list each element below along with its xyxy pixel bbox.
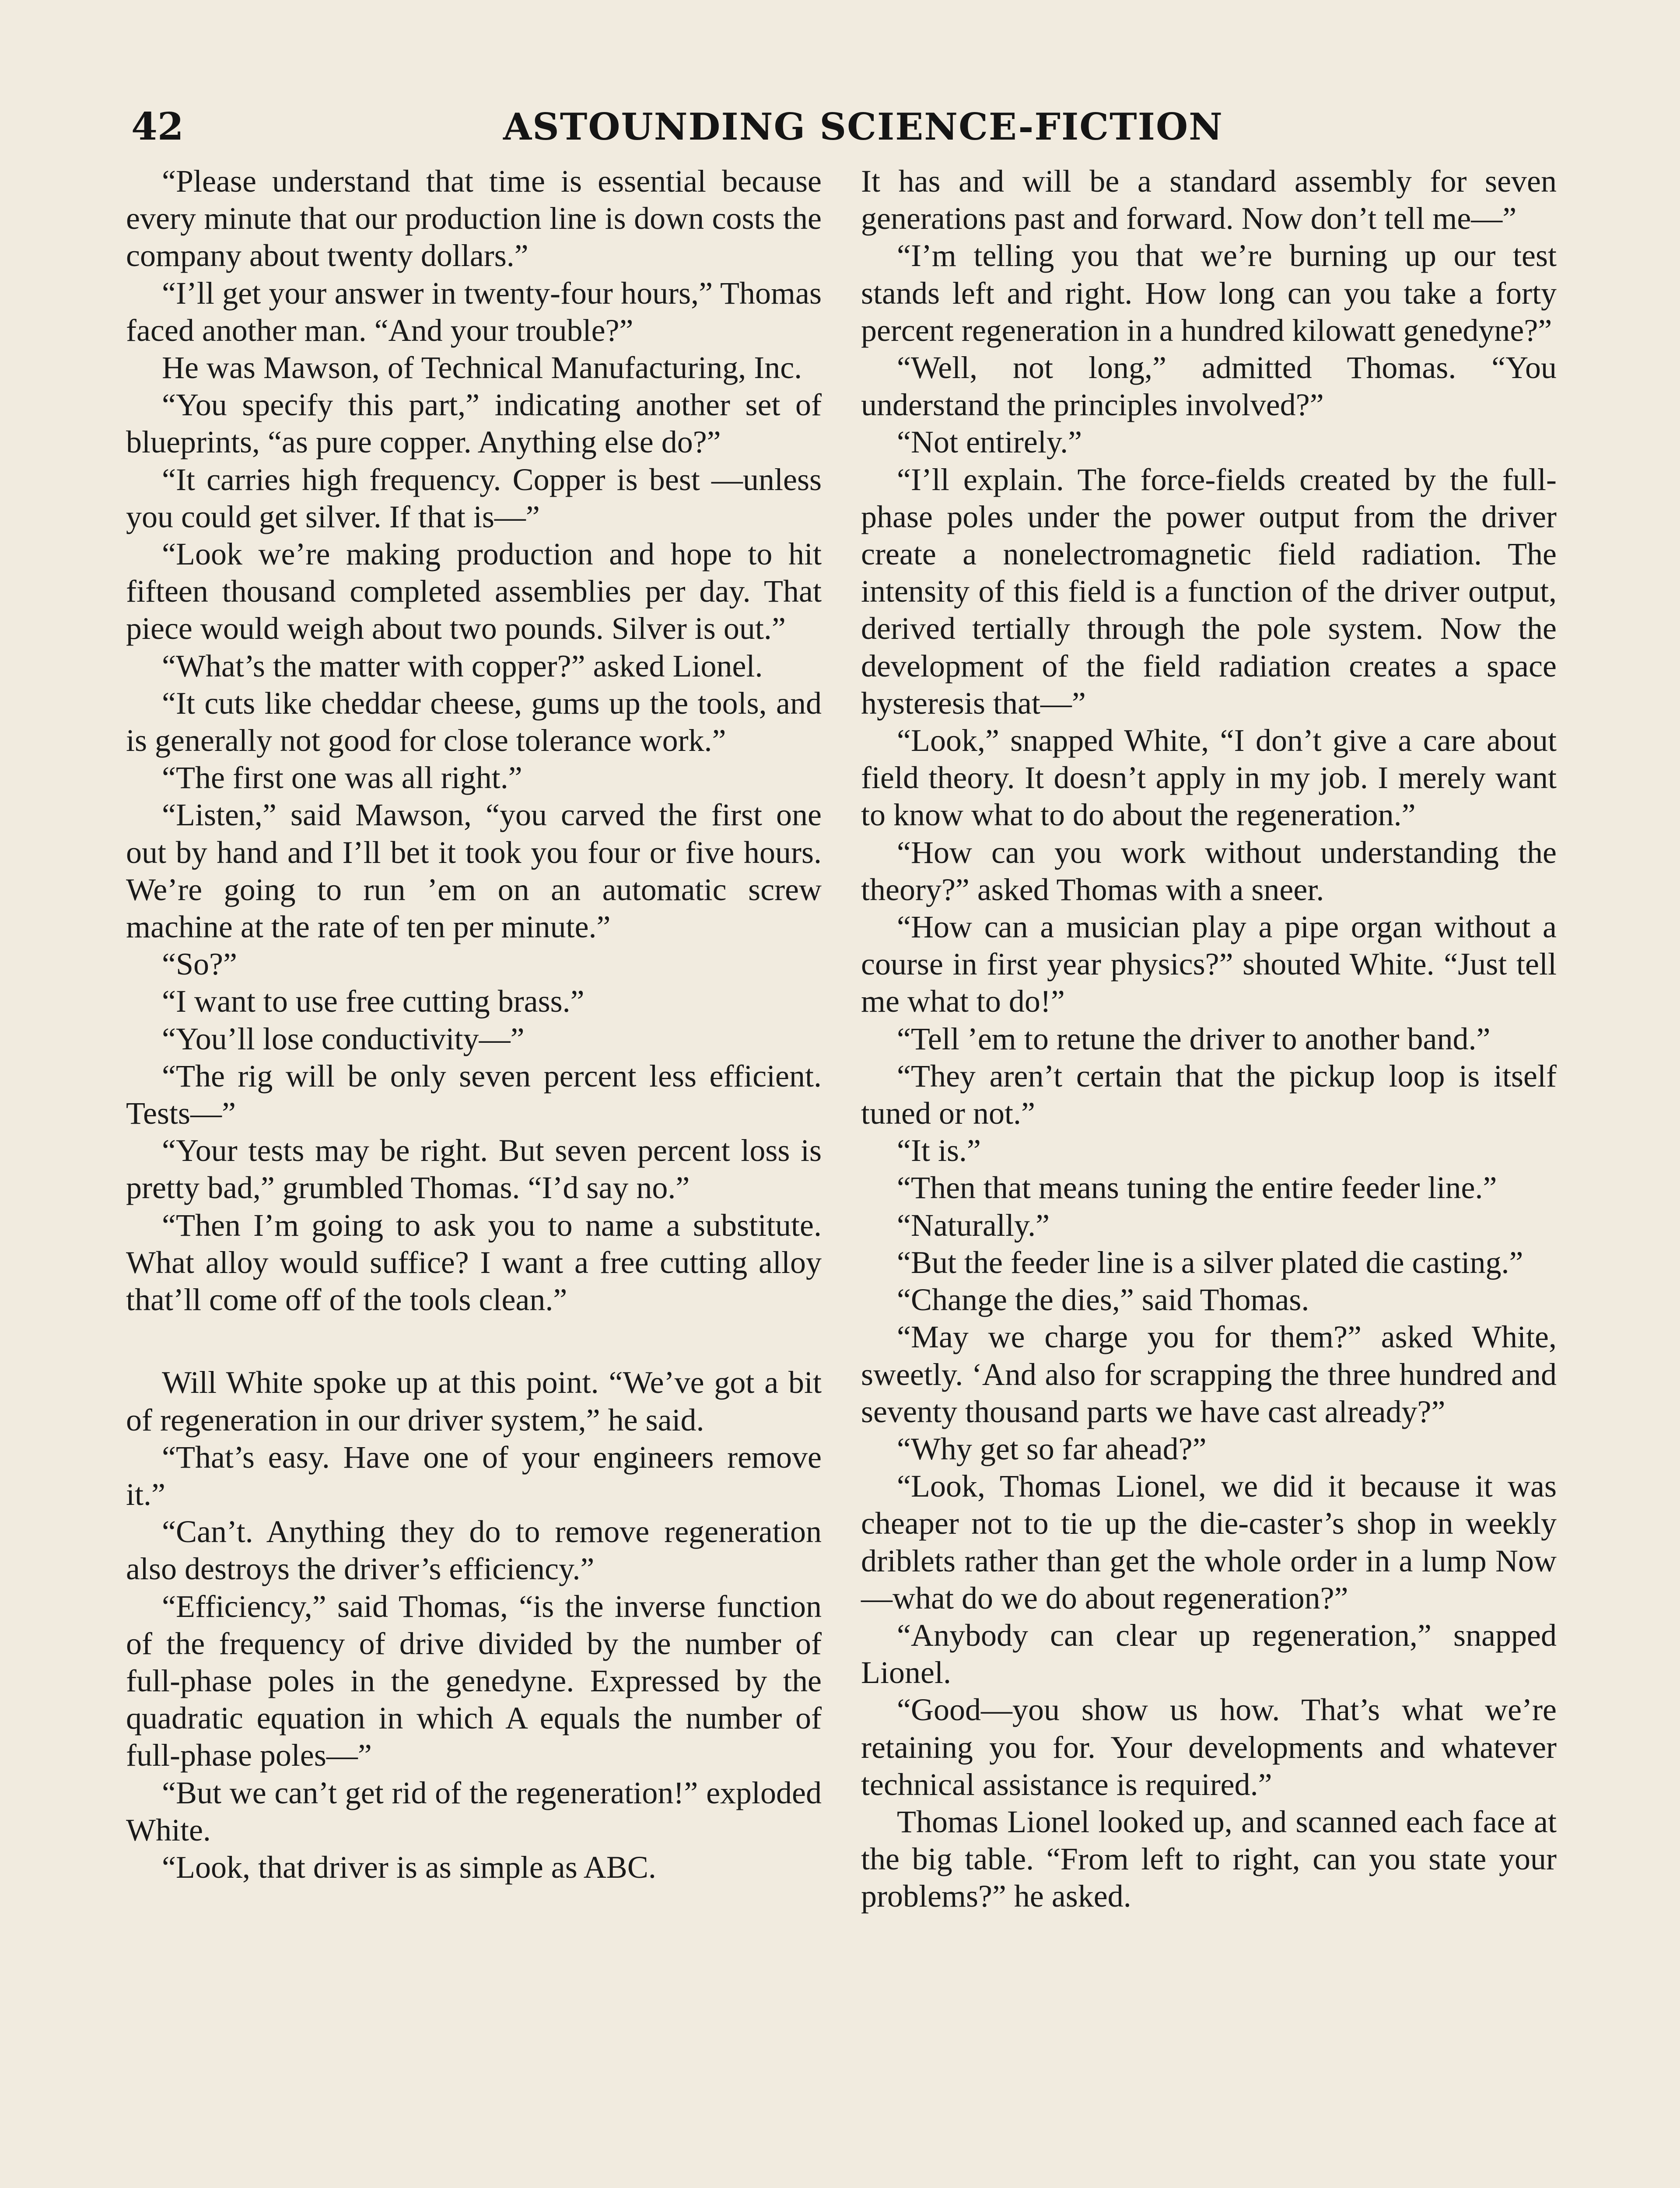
page-number: 42 [131, 105, 184, 149]
paragraph: “Naturally.” [897, 1207, 1050, 1243]
paragraph: “I’m telling you that we’re burning up our test stands left and right. How long can you take a forty percent regeneration in a hundred kilowatt genedyne?” [861, 238, 1557, 348]
paragraph: “So?” [162, 947, 237, 982]
paragraph: “They aren’t certain that the pickup loop is itself tuned or not.” [861, 1058, 1557, 1131]
paragraph: “You specify this part,” indicating another set of blueprints, “as pure copper. Anything else do?” [126, 387, 822, 460]
paragraph: “May we charge you for them?” asked White, sweetly. ‘And also for scrapping the three hundred and seventy thousand parts we have cast already?” [861, 1319, 1557, 1429]
paragraph: “It is.” [897, 1133, 981, 1168]
paragraph: “Listen,” said Mawson, “you carved the first one out by hand and I’ll bet it took you four or five hours. We’re going to run ’em on an automatic screw machine at the rate of ten per minute.” [126, 797, 822, 945]
paragraph: “Good—you show us how. That’s what we’re retaining you for. Your developments and whatever technical assistance is required.” [861, 1692, 1557, 1802]
paragraph: “It carries high frequency. Copper is best —unless you could get silver. If that is—” [126, 462, 822, 534]
page-header [0, 101, 1680, 153]
paragraph: “I’ll explain. The force-fields created by the full-phase poles under the power output from the driver create a nonelectromagnetic field radiation. The intensity of this field is a function of the driver output, derived tertially through the pole system. Now the development of the field radiation creates a space hysteresis that—” [861, 462, 1557, 721]
running-title: ASTOUNDING SCIENCE-FICTION [503, 105, 1223, 148]
paragraph: “Efficiency,” said Thomas, “is the inverse function of the frequency of drive divided by the number of full-phase poles in the genedyne. Expressed by the quadratic equation in which A equals the number of full-phase poles—” [126, 1588, 822, 1773]
paragraph: “Please understand that time is essential because every minute that our production line is down costs the company about twenty dollars.” [126, 164, 822, 274]
paragraph: “Tell ’em to retune the driver to another band.” [897, 1021, 1491, 1056]
right-column [861, 163, 1557, 1915]
paragraph: He was Mawson, of Technical Manufacturing, Inc. [162, 350, 802, 386]
paragraph: “I’ll get your answer in twenty-four hours,” Thomas faced another man. “And your trouble?” [126, 275, 822, 348]
paragraph: “Well, not long,” admitted Thomas. “You understand the principles involved?” [861, 350, 1557, 423]
paragraph: It has and will be a standard assembly for seven generations past and forward. Now don’t tell me—” [861, 164, 1557, 236]
paragraph: “That’s easy. Have one of your engineers remove it.” [126, 1439, 822, 1512]
paragraph: “How can you work without understanding the theory?” asked Thomas with a sneer. [861, 835, 1557, 907]
paragraph: “You’ll lose conductivity—” [162, 1021, 525, 1056]
paragraph: “But we can’t get rid of the regeneration!” exploded White. [126, 1775, 822, 1848]
paragraph: “Then that means tuning the entire feeder line.” [897, 1170, 1497, 1206]
paragraph: “But the feeder line is a silver plated die casting.” [897, 1245, 1523, 1280]
paragraph: “Your tests may be right. But seven percent loss is pretty bad,” grumbled Thomas. “I’d say no.” [126, 1133, 822, 1206]
paragraph: Thomas Lionel looked up, and scanned each face at the big table. “From left to right, can you state your problems?” he asked. [861, 1804, 1557, 1914]
paragraph: “The first one was all right.” [162, 760, 522, 796]
paragraph: “Then I’m going to ask you to name a substitute. What alloy would suffice? I want a free cutting alloy that’ll come off of the tools clean.” [126, 1207, 822, 1318]
paragraph: “What’s the matter with copper?” asked Lionel. [162, 648, 763, 684]
paragraph: “Not entirely.” [897, 424, 1082, 460]
left-column [126, 163, 822, 1886]
paragraph: “Look, that driver is as simple as ABC. [162, 1849, 656, 1885]
paragraph: “Change the dies,” said Thomas. [897, 1282, 1309, 1318]
paragraph: “How can a musician play a pipe organ without a course in first year physics?” shouted White. “Just tell me what to do!” [861, 909, 1557, 1019]
paragraph: “It cuts like cheddar cheese, gums up the tools, and is generally not good for close tolerance work.” [126, 685, 822, 758]
paragraph: “Look we’re making production and hope to hit fifteen thousand completed assemblies per day. That piece would weigh about two pounds. Silver is out.” [126, 536, 822, 646]
paragraph: “The rig will be only seven percent less efficient. Tests—” [126, 1058, 822, 1131]
paragraph: “I want to use free cutting brass.” [162, 984, 584, 1019]
paragraph: Will White spoke up at this point. “We’ve got a bit of regeneration in our driver system,” he said. [126, 1365, 822, 1438]
paragraph: “Look, Thomas Lionel, we did it because it was cheaper not to tie up the die-caster’s shop in weekly driblets rather than get the whole order in a lump Now—what do we do about regeneration?” [861, 1469, 1557, 1616]
paragraph: “Why get so far ahead?” [897, 1431, 1207, 1466]
paragraph: “Anybody can clear up regeneration,” snapped Lionel. [861, 1617, 1557, 1690]
paragraph: “Look,” snapped White, “I don’t give a care about field theory. It doesn’t apply in my job. I merely want to know what to do about the regeneration.” [861, 723, 1557, 833]
paragraph: “Can’t. Anything they do to remove regeneration also destroys the driver’s efficiency.” [126, 1514, 822, 1587]
